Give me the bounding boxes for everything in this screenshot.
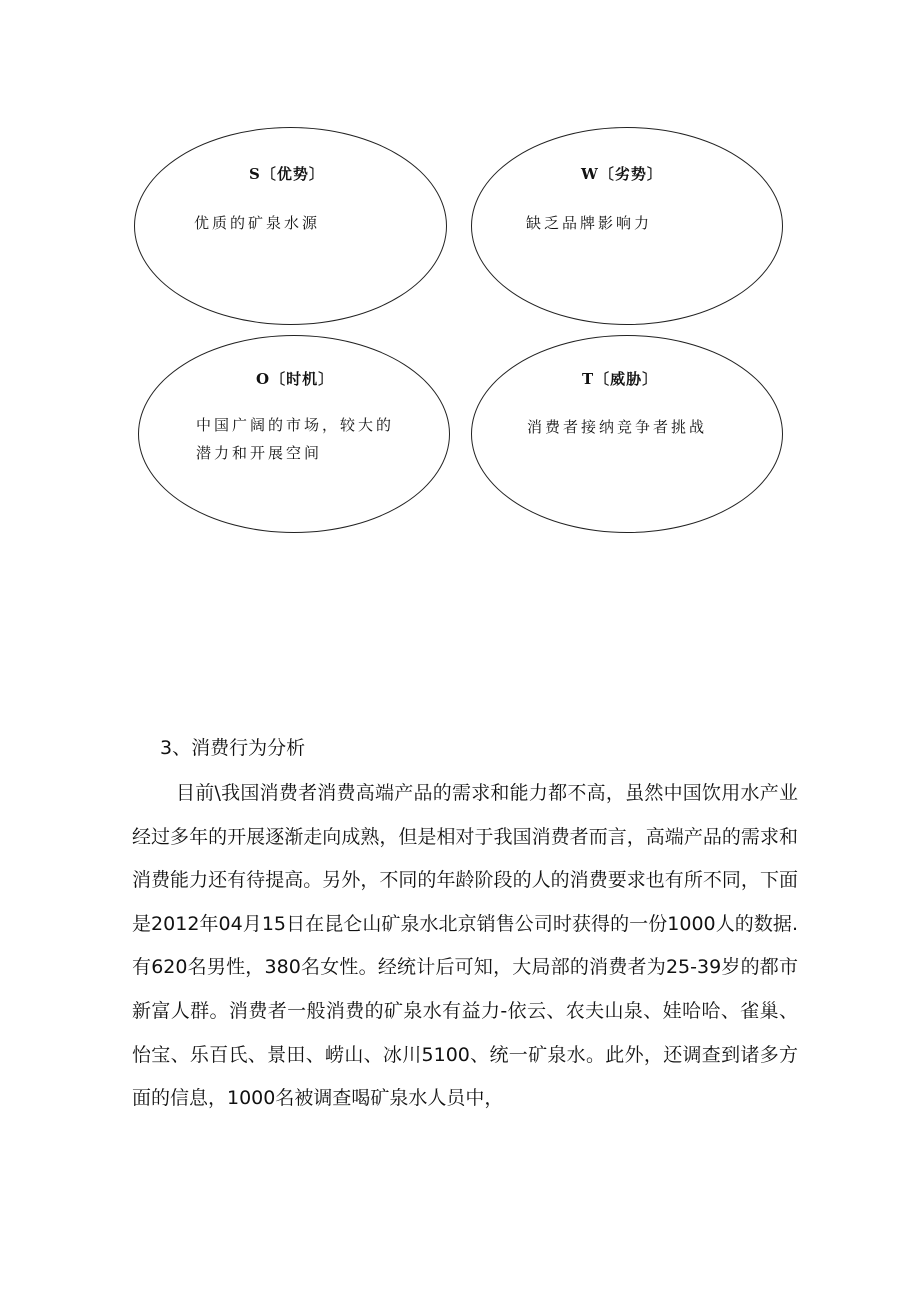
strengths-title: S〔优势〕 (249, 165, 325, 183)
body-paragraph: 目前\我国消费者消费高端产品的需求和能力都不高，虽然中国饮用水产业经过多年的开展逐渐走向成熟，但是相对于我国消费者而言，高端产品的需求和消费能力还有待提高。另外，不同的年龄阶段的人的消费要求也有所不同，下面是2012年04月15日在昆仑山矿泉水北京销售公司时获得的一份1000人的数据.有620名男性，380名女性。经统计后可知，大局部的消费者为25-39岁的都市新富人群。消费者一般消费的矿泉水有益力-依云、农夫山泉、娃哈哈、雀巢、怡宝、乐百氏、景田、崂山、冰川5100、统一矿泉水。此外，还调查到诸多方面的信息，1000名被调查喝矿泉水人员中， (132, 782, 798, 1110)
opportunities-title: O〔时机〕 (256, 370, 335, 388)
swot-diagram (0, 0, 920, 540)
threats-text: 消费者接纳竞争者挑战 (527, 418, 708, 436)
opportunities-text: 中国广阔的市场，较大的 潜力和开展空间 (196, 416, 395, 462)
strengths-text: 优质的矿泉水源 (194, 214, 321, 232)
section-heading: 3、消费行为分析 (160, 737, 306, 759)
weaknesses-title: W〔劣势〕 (581, 165, 663, 183)
threats-title: T〔威胁〕 (582, 370, 659, 388)
weaknesses-text: 缺乏品牌影响力 (526, 214, 653, 232)
